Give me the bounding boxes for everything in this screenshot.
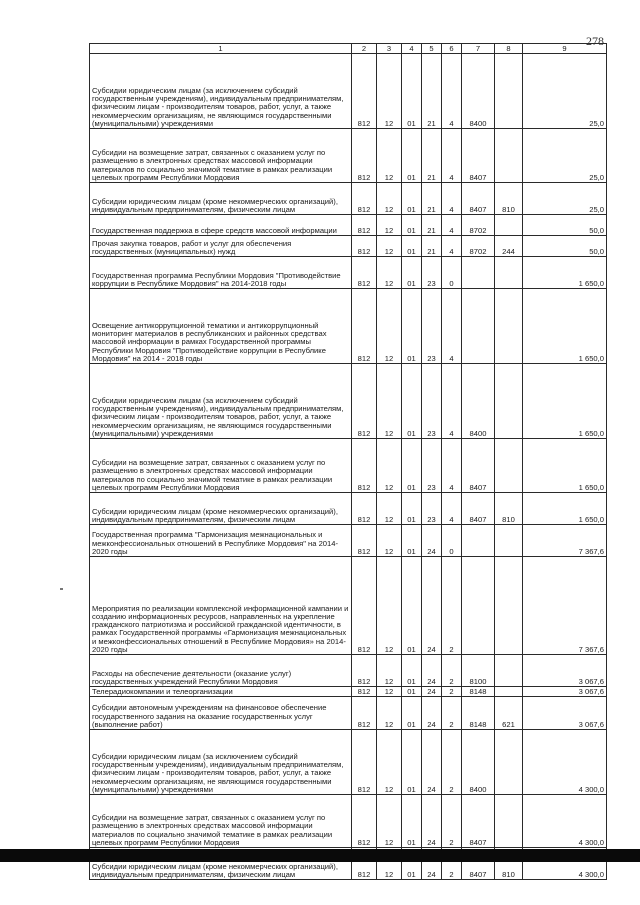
- cell-expense-type-code: [495, 364, 523, 439]
- table-row: [90, 215, 607, 236]
- cell-program-code: 01: [402, 215, 422, 236]
- cell-subsection-code: 12: [377, 557, 402, 655]
- cell-subprogram-code: 24: [422, 687, 442, 697]
- cell-subprogram-code: 21: [422, 236, 442, 257]
- table-body: [90, 54, 607, 880]
- cell-expense-type-code: 244: [495, 236, 523, 257]
- column-header: 8: [495, 44, 523, 54]
- cell-section-code: 812: [352, 183, 377, 215]
- table-row: [90, 364, 607, 439]
- cell-subsection-code: 12: [377, 493, 402, 525]
- cell-item-code: 2: [442, 697, 462, 730]
- cell-subprogram-code: 21: [422, 183, 442, 215]
- cell-item-code: 4: [442, 364, 462, 439]
- column-header: 6: [442, 44, 462, 54]
- cell-expense-type-code: [495, 795, 523, 848]
- cell-subprogram-code: 24: [422, 848, 442, 880]
- cell-subprogram-code: 24: [422, 795, 442, 848]
- cell-subsection-code: 12: [377, 183, 402, 215]
- table-row: [90, 557, 607, 655]
- cell-expense-type-code: 810: [495, 183, 523, 215]
- cell-section-code: 812: [352, 257, 377, 289]
- cell-subsection-code: 12: [377, 697, 402, 730]
- cell-amount: 50,0: [523, 236, 607, 257]
- cell-row-name: Субсидии юридическим лицам (кроме некоммерческих организаций), индивидуальным предпринимателям, физическим лицам: [90, 183, 352, 215]
- cell-expense-type-code: [495, 687, 523, 697]
- cell-program-code: 01: [402, 236, 422, 257]
- cell-article-code: 8702: [462, 236, 495, 257]
- table-row: [90, 697, 607, 730]
- cell-article-code: 8148: [462, 697, 495, 730]
- cell-amount: 3 067,6: [523, 655, 607, 687]
- cell-item-code: 4: [442, 129, 462, 183]
- cell-row-name: Расходы на обеспечение деятельности (оказание услуг) государственных учреждений Республики Мордовия: [90, 655, 352, 687]
- cell-subprogram-code: 23: [422, 439, 442, 493]
- cell-article-code: [462, 289, 495, 364]
- cell-expense-type-code: [495, 289, 523, 364]
- table-row: [90, 183, 607, 215]
- cell-subprogram-code: 21: [422, 54, 442, 129]
- cell-subsection-code: 12: [377, 215, 402, 236]
- cell-row-name: Телерадиокомпании и телеорганизации: [90, 687, 352, 697]
- table-row: [90, 655, 607, 687]
- column-header: 9: [523, 44, 607, 54]
- cell-program-code: 01: [402, 493, 422, 525]
- cell-program-code: 01: [402, 257, 422, 289]
- cell-program-code: 01: [402, 697, 422, 730]
- cell-expense-type-code: [495, 439, 523, 493]
- cell-program-code: 01: [402, 848, 422, 880]
- cell-item-code: 4: [442, 183, 462, 215]
- cell-subprogram-code: 23: [422, 257, 442, 289]
- cell-subprogram-code: 23: [422, 364, 442, 439]
- cell-subprogram-code: 24: [422, 655, 442, 687]
- cell-expense-type-code: [495, 215, 523, 236]
- cell-program-code: 01: [402, 525, 422, 557]
- table-row: [90, 525, 607, 557]
- cell-item-code: 2: [442, 687, 462, 697]
- cell-program-code: 01: [402, 730, 422, 795]
- cell-section-code: 812: [352, 289, 377, 364]
- cell-article-code: 8407: [462, 493, 495, 525]
- cell-subsection-code: 12: [377, 655, 402, 687]
- page-number: 278: [586, 34, 604, 48]
- cell-subprogram-code: 21: [422, 215, 442, 236]
- table-row: [90, 439, 607, 493]
- table-row: [90, 730, 607, 795]
- cell-row-name: Субсидии на возмещение затрат, связанных с оказанием услуг по размещению в электронных средствах массовой информации материалов по социально значимой тематике в рамках реализации целевых программ Республики Мордовия: [90, 439, 352, 493]
- cell-amount: 1 650,0: [523, 257, 607, 289]
- cell-expense-type-code: [495, 54, 523, 129]
- cell-item-code: 2: [442, 655, 462, 687]
- cell-subsection-code: 12: [377, 257, 402, 289]
- cell-amount: 50,0: [523, 215, 607, 236]
- cell-program-code: 01: [402, 364, 422, 439]
- cell-row-name: Прочая закупка товаров, работ и услуг для обеспечения государственных (муниципальных) нужд: [90, 236, 352, 257]
- cell-subprogram-code: 23: [422, 493, 442, 525]
- cell-subsection-code: 12: [377, 795, 402, 848]
- cell-amount: 3 067,6: [523, 697, 607, 730]
- column-header: 3: [377, 44, 402, 54]
- cell-program-code: 01: [402, 439, 422, 493]
- cell-row-name: Государственная поддержка в сфере средств массовой информации: [90, 215, 352, 236]
- cell-row-name: Субсидии юридическим лицам (за исключением субсидий государственным учреждениям), индивидуальным предпринимателям, физическим лицам - производителям товаров, работ, услуг, а также некоммерческим организациям, не являющимся государственными (муниципальными) учреждениями: [90, 54, 352, 129]
- cell-subsection-code: 12: [377, 289, 402, 364]
- cell-row-name: Субсидии на возмещение затрат, связанных с оказанием услуг по размещению в электронных средствах массовой информации материалов по социально значимой тематике в рамках реализации целевых программ Республики Мордовия: [90, 129, 352, 183]
- table-row: [90, 795, 607, 848]
- cell-article-code: 8400: [462, 364, 495, 439]
- budget-table: [89, 43, 607, 880]
- cell-section-code: 812: [352, 525, 377, 557]
- cell-amount: 4 300,0: [523, 730, 607, 795]
- cell-amount: 25,0: [523, 183, 607, 215]
- scan-edge-bar: [0, 849, 640, 862]
- cell-item-code: 4: [442, 236, 462, 257]
- cell-row-name: Субсидии юридическим лицам (за исключением субсидий государственным учреждениям), индивидуальным предпринимателям, физическим лицам - производителям товаров, работ, услуг, а также некоммерческим организациям, не являющимся государственными (муниципальными) учреждениями: [90, 730, 352, 795]
- cell-item-code: 0: [442, 525, 462, 557]
- cell-program-code: 01: [402, 655, 422, 687]
- cell-subsection-code: 12: [377, 439, 402, 493]
- cell-article-code: [462, 525, 495, 557]
- cell-article-code: 8407: [462, 795, 495, 848]
- cell-row-name: Субсидии юридическим лицам (кроме некоммерческих организаций), индивидуальным предпринимателям, физическим лицам: [90, 493, 352, 525]
- cell-section-code: 812: [352, 655, 377, 687]
- cell-expense-type-code: [495, 730, 523, 795]
- cell-item-code: 2: [442, 795, 462, 848]
- cell-article-code: 8407: [462, 129, 495, 183]
- column-header: 7: [462, 44, 495, 54]
- cell-subprogram-code: 24: [422, 557, 442, 655]
- cell-article-code: 8407: [462, 439, 495, 493]
- cell-subsection-code: 12: [377, 54, 402, 129]
- cell-expense-type-code: [495, 257, 523, 289]
- cell-item-code: 2: [442, 557, 462, 655]
- cell-expense-type-code: 621: [495, 697, 523, 730]
- cell-program-code: 01: [402, 54, 422, 129]
- header-row: [90, 44, 607, 54]
- cell-article-code: 8400: [462, 730, 495, 795]
- cell-subsection-code: 12: [377, 525, 402, 557]
- cell-section-code: 812: [352, 236, 377, 257]
- cell-item-code: 4: [442, 493, 462, 525]
- cell-program-code: 01: [402, 289, 422, 364]
- cell-expense-type-code: [495, 525, 523, 557]
- cell-section-code: 812: [352, 687, 377, 697]
- cell-section-code: 812: [352, 439, 377, 493]
- cell-amount: 1 650,0: [523, 289, 607, 364]
- cell-article-code: 8148: [462, 687, 495, 697]
- cell-amount: 1 650,0: [523, 364, 607, 439]
- cell-subprogram-code: 24: [422, 697, 442, 730]
- cell-expense-type-code: [495, 655, 523, 687]
- cell-section-code: 812: [352, 795, 377, 848]
- cell-row-name: Освещение антикоррупционной тематики и антикоррупционный мониторинг материалов в республиканских и районных средствах массовой информации в рамках Государственной программы Республики Мордовия "Противодействие коррупции в Республике Мордовия" на 2014 - 2018 годы: [90, 289, 352, 364]
- cell-subsection-code: 12: [377, 848, 402, 880]
- cell-row-name: Субсидии юридическим лицам (за исключением субсидий государственным учреждениям), индивидуальным предпринимателям, физическим лицам - производителям товаров, работ, услуг, а также некоммерческим организациям, не являющимся государственными (муниципальными) учреждениями: [90, 364, 352, 439]
- cell-expense-type-code: 810: [495, 848, 523, 880]
- cell-row-name: Субсидии юридическим лицам (кроме некоммерческих организаций), индивидуальным предпринимателям, физическим лицам: [90, 848, 352, 880]
- cell-expense-type-code: 810: [495, 493, 523, 525]
- table-row: [90, 687, 607, 697]
- cell-article-code: 8400: [462, 54, 495, 129]
- cell-section-code: 812: [352, 697, 377, 730]
- cell-row-name: Государственная программа Республики Мордовия "Противодействие коррупции в Республике Мордовия" на 2014-2018 годы: [90, 257, 352, 289]
- table-row: [90, 289, 607, 364]
- cell-row-name: Мероприятия по реализации комплексной информационной кампании и созданию информационных ресурсов, направленных на укрепление гражданского патриотизма и российской гражданской идентичности, в рамках Государственной программы «Гармонизация межнациональных и межконфессиональных отношений в Республике Мордовия» на 2014-2020 годы: [90, 557, 352, 655]
- table-row: [90, 236, 607, 257]
- cell-amount: 1 650,0: [523, 493, 607, 525]
- cell-item-code: 0: [442, 257, 462, 289]
- cell-subprogram-code: 24: [422, 525, 442, 557]
- cell-subsection-code: 12: [377, 730, 402, 795]
- cell-amount: 25,0: [523, 129, 607, 183]
- cell-subsection-code: 12: [377, 236, 402, 257]
- cell-amount: 25,0: [523, 54, 607, 129]
- cell-subsection-code: 12: [377, 129, 402, 183]
- cell-article-code: 8100: [462, 655, 495, 687]
- scan-mark: [60, 588, 63, 590]
- cell-subprogram-code: 21: [422, 129, 442, 183]
- cell-item-code: 2: [442, 848, 462, 880]
- cell-article-code: [462, 257, 495, 289]
- cell-section-code: 812: [352, 730, 377, 795]
- cell-amount: 3 067,6: [523, 687, 607, 697]
- cell-subprogram-code: 24: [422, 730, 442, 795]
- cell-expense-type-code: [495, 557, 523, 655]
- cell-subprogram-code: 23: [422, 289, 442, 364]
- table-row: [90, 54, 607, 129]
- cell-amount: 7 367,6: [523, 525, 607, 557]
- cell-section-code: 812: [352, 215, 377, 236]
- cell-row-name: Субсидии на возмещение затрат, связанных с оказанием услуг по размещению в электронных средствах массовой информации материалов по социально значимой тематике в рамках реализации целевых программ Республики Мордовия: [90, 795, 352, 848]
- cell-row-name: Субсидии автономным учреждениям на финансовое обеспечение государственного задания на оказание государственных услуг (выполнение работ): [90, 697, 352, 730]
- table-row: [90, 493, 607, 525]
- cell-program-code: 01: [402, 557, 422, 655]
- cell-program-code: 01: [402, 129, 422, 183]
- cell-item-code: 2: [442, 730, 462, 795]
- cell-row-name: Государственная программа "Гармонизация межнациональных и межконфессиональных отношений в Республике Мордовия" на 2014-2020 годы: [90, 525, 352, 557]
- cell-section-code: 812: [352, 54, 377, 129]
- cell-article-code: 8702: [462, 215, 495, 236]
- cell-article-code: 8407: [462, 183, 495, 215]
- cell-program-code: 01: [402, 795, 422, 848]
- cell-program-code: 01: [402, 183, 422, 215]
- table-row: [90, 129, 607, 183]
- cell-amount: 4 300,0: [523, 795, 607, 848]
- cell-article-code: [462, 557, 495, 655]
- column-header: 1: [90, 44, 352, 54]
- cell-subsection-code: 12: [377, 364, 402, 439]
- cell-amount: 7 367,6: [523, 557, 607, 655]
- column-header: 5: [422, 44, 442, 54]
- cell-section-code: 812: [352, 493, 377, 525]
- column-header: 2: [352, 44, 377, 54]
- table-row: [90, 257, 607, 289]
- cell-item-code: 4: [442, 54, 462, 129]
- cell-amount: 1 650,0: [523, 439, 607, 493]
- cell-item-code: 4: [442, 439, 462, 493]
- cell-subsection-code: 12: [377, 687, 402, 697]
- cell-article-code: 8407: [462, 848, 495, 880]
- cell-amount: 4 300,0: [523, 848, 607, 880]
- column-header: 4: [402, 44, 422, 54]
- cell-section-code: 812: [352, 364, 377, 439]
- cell-section-code: 812: [352, 848, 377, 880]
- cell-item-code: 4: [442, 289, 462, 364]
- cell-section-code: 812: [352, 129, 377, 183]
- cell-expense-type-code: [495, 129, 523, 183]
- cell-item-code: 4: [442, 215, 462, 236]
- cell-program-code: 01: [402, 687, 422, 697]
- cell-section-code: 812: [352, 557, 377, 655]
